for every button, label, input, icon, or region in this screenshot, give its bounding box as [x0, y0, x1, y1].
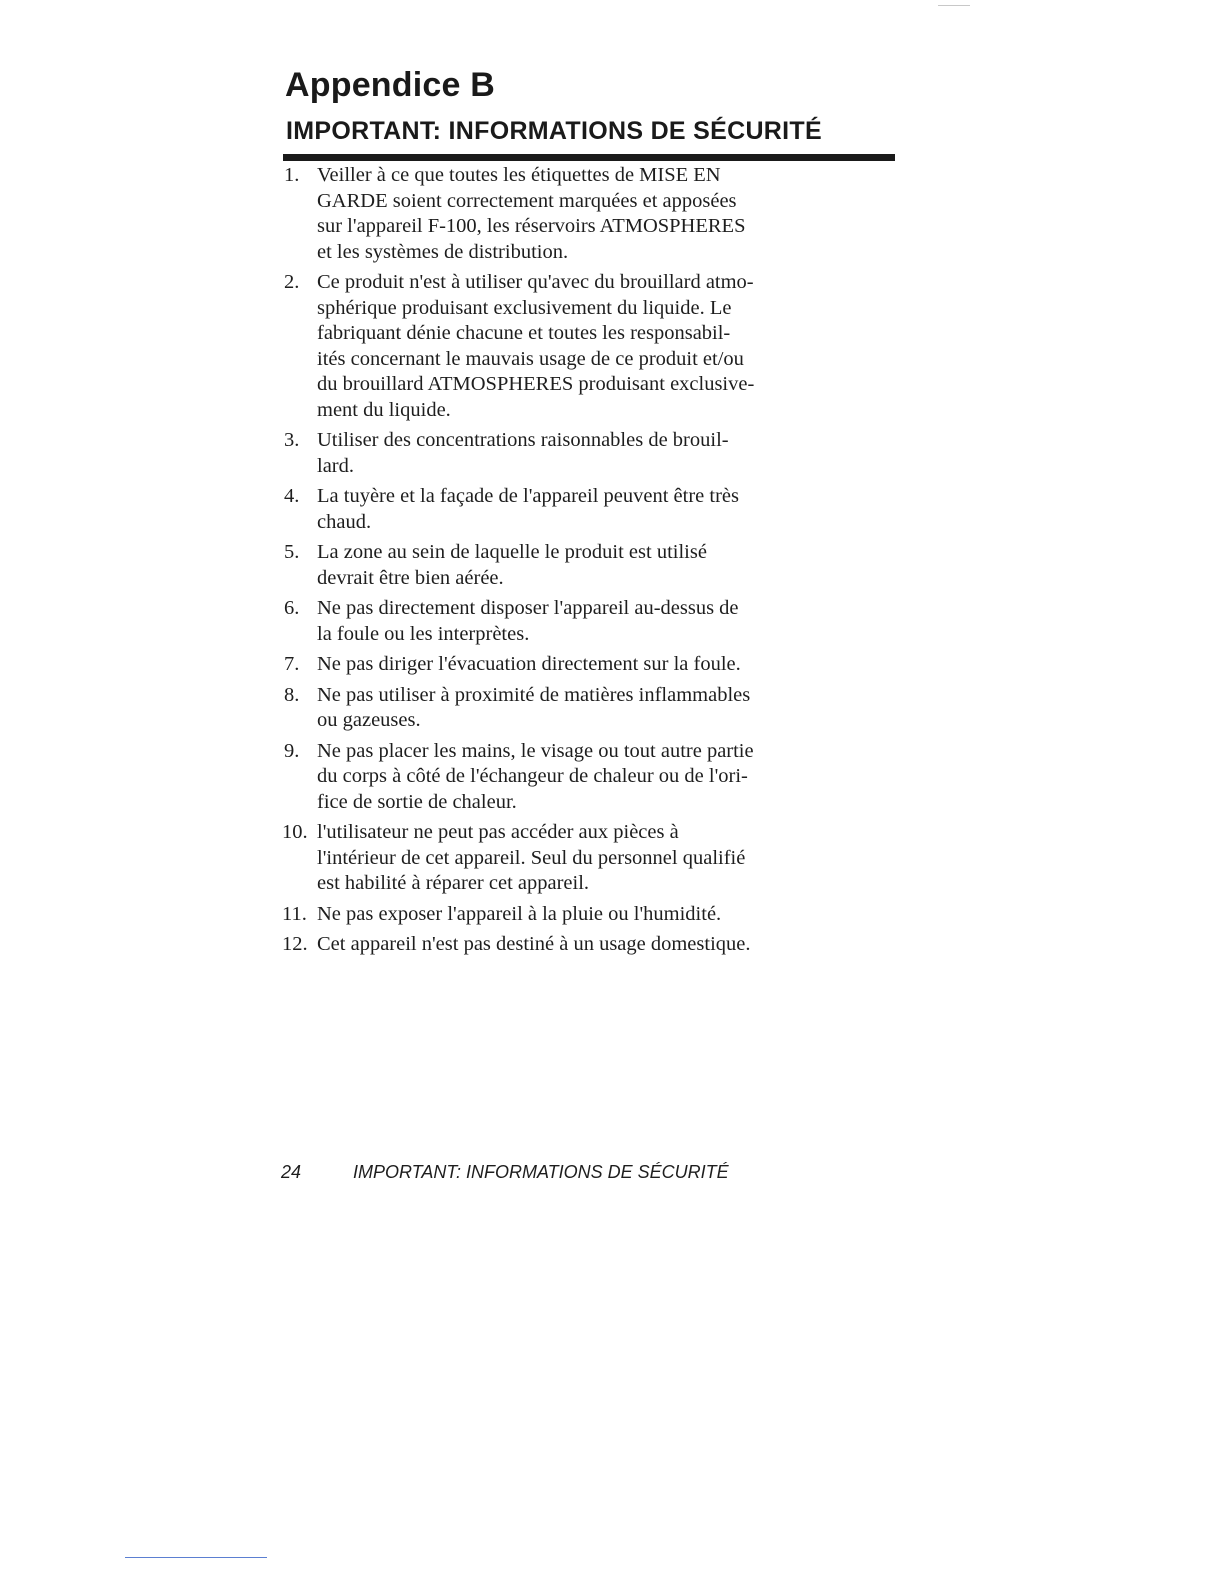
list-item-text-line: Ne pas utiliser à proximité de matières inflammables: [317, 683, 751, 706]
safety-instructions-list: [278, 163, 898, 963]
list-item-number: 8.: [284, 683, 300, 706]
list-item-text-line: sur l'appareil F-100, les réservoirs ATMOSPHERES: [317, 215, 746, 237]
list-item-text-line: et les systèmes de distribution.: [317, 240, 569, 263]
list-item-text-line: l'utilisateur ne peut pas accéder aux pièces à: [317, 821, 679, 843]
page-footer: [281, 1162, 729, 1183]
list-item-text-line: est habilité à réparer cet appareil.: [317, 872, 590, 894]
list-item-text-line: Ne pas directement disposer l'appareil au-dessus de: [317, 597, 739, 619]
bottom-rule: [125, 1557, 267, 1558]
list-item-text-line: lard.: [317, 454, 354, 477]
list-item-number: 12.: [282, 933, 308, 955]
list-item: [278, 428, 898, 479]
list-item-number: 5.: [284, 541, 300, 563]
list-item-number: 7.: [284, 653, 300, 675]
list-item-number: 9.: [284, 739, 300, 762]
title-underline-rule: [283, 154, 895, 161]
list-item-text-line: Utiliser des concentrations raisonnables de brouil-: [317, 429, 729, 451]
list-item-text-line: fabriquant dénie chacune et toutes les responsabil-: [317, 322, 731, 344]
list-item-number: 10.: [282, 821, 308, 843]
list-item-text-line: Ne pas placer les mains, le visage ou tout autre partie: [317, 739, 754, 762]
list-item: [278, 739, 898, 816]
list-item-text-line: Cet appareil n'est pas destiné à un usage domestique.: [317, 933, 751, 955]
list-item-number: 4.: [284, 485, 300, 507]
list-item-number: 6.: [284, 597, 300, 619]
list-item-number: 3.: [284, 429, 300, 451]
list-item-text-line: fice de sortie de chaleur.: [317, 790, 517, 813]
list-item-number: 1.: [284, 164, 300, 186]
appendix-title: Appendice B: [285, 66, 496, 104]
list-item: [278, 652, 898, 678]
list-item-text-line: La tuyère et la façade de l'appareil peuvent être très: [317, 485, 739, 507]
list-item-text-line: l'intérieur de cet appareil. Seul du personnel qualifié: [317, 846, 746, 869]
running-title: IMPORTANT: INFORMATIONS DE SÉCURITÉ: [353, 1162, 729, 1182]
list-item-number: 11.: [282, 902, 307, 925]
scan-mark: [938, 5, 970, 6]
list-item-number: 2.: [284, 271, 300, 293]
list-item-text-line: Veiller à ce que toutes les étiquettes de MISE EN: [317, 164, 721, 186]
list-item: [278, 902, 898, 928]
list-item-text-line: La zone au sein de laquelle le produit est utilisé: [317, 541, 707, 563]
list-item-text-line: GARDE soient correctement marquées et apposées: [317, 189, 737, 212]
section-title: IMPORTANT: INFORMATIONS DE SÉCURITÉ: [286, 117, 822, 145]
list-item-text-line: du brouillard ATMOSPHERES produisant exclusive-: [317, 373, 755, 395]
list-item-text-line: sphérique produisant exclusivement du liquide. Le: [317, 296, 732, 319]
list-item: [278, 540, 898, 591]
list-item-text-line: ou gazeuses.: [317, 709, 421, 731]
list-item: [278, 484, 898, 535]
list-item-text-line: chaud.: [317, 510, 372, 533]
list-item: [278, 683, 898, 734]
list-item: [278, 270, 898, 423]
list-item-text-line: devrait être bien aérée.: [317, 566, 504, 589]
page-number: 24: [281, 1162, 302, 1182]
list-item-text-line: Ce produit n'est à utiliser qu'avec du brouillard atmo-: [317, 271, 754, 293]
list-item-text-line: du corps à côté de l'échangeur de chaleur ou de l'ori-: [317, 765, 748, 787]
list-item: [278, 163, 898, 265]
list-item-text-line: ités concernant le mauvais usage de ce produit et/ou: [317, 347, 744, 370]
list-item: [278, 932, 898, 958]
list-item: [278, 596, 898, 647]
list-item-text-line: Ne pas diriger l'évacuation directement sur la foule.: [317, 653, 741, 675]
list-item-text-line: ment du liquide.: [317, 398, 451, 421]
list-item-text-line: Ne pas exposer l'appareil à la pluie ou l'humidité.: [317, 902, 722, 925]
list-item: [278, 820, 898, 897]
list-item-text-line: la foule ou les interprètes.: [317, 622, 530, 645]
